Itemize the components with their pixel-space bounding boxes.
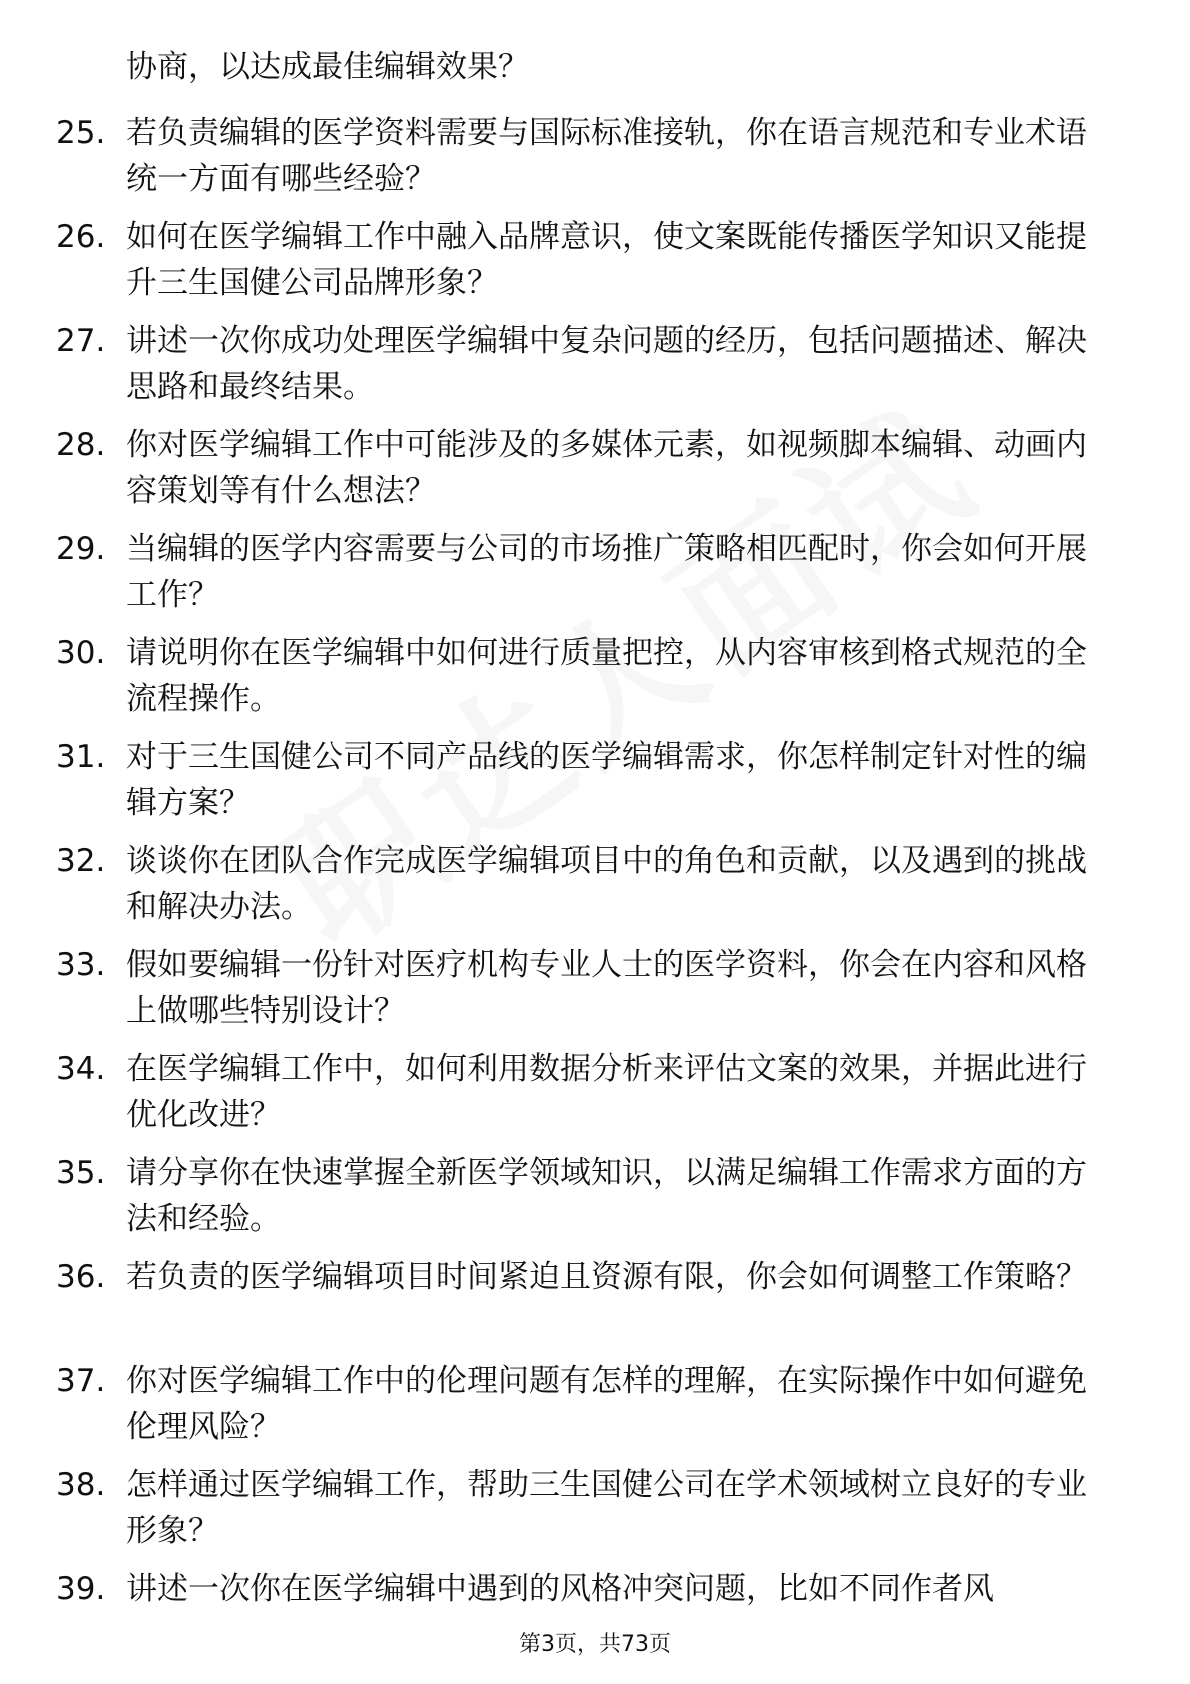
question-item <box>0 1462 1190 1566</box>
question-text: 请分享你在快速掌握全新医学领域知识，以满足编辑工作需求方面的方法和经验。 <box>126 1155 1087 1237</box>
question-number: 30. <box>56 635 106 671</box>
question-number: 29. <box>56 531 106 567</box>
question-number: 36. <box>56 1259 106 1295</box>
question-number: 26. <box>56 219 106 255</box>
question-text: 如何在医学编辑工作中融入品牌意识，使文案既能传播医学知识又能提升三生国健公司品牌形象？ <box>126 219 1087 301</box>
question-item <box>0 422 1190 526</box>
question-text: 对于三生国健公司不同产品线的医学编辑需求，你怎样制定针对性的编辑方案？ <box>126 739 1087 821</box>
question-text: 讲述一次你在医学编辑中遇到的风格冲突问题，比如不同作者风 <box>126 1571 994 1607</box>
question-item <box>0 838 1190 942</box>
question-text: 请说明你在医学编辑中如何进行质量把控，从内容审核到格式规范的全流程操作。 <box>126 635 1087 717</box>
question-number: 37. <box>56 1363 106 1399</box>
question-text: 你对医学编辑工作中可能涉及的多媒体元素，如视频脚本编辑、动画内容策划等有什么想法？ <box>126 427 1087 509</box>
question-item <box>0 318 1190 422</box>
question-number: 34. <box>56 1051 106 1087</box>
question-list <box>0 110 1190 1670</box>
question-number: 38. <box>56 1467 106 1503</box>
question-text: 若负责编辑的医学资料需要与国际标准接轨，你在语言规范和专业术语统一方面有哪些经验？ <box>126 115 1087 197</box>
question-number: 25. <box>56 115 106 151</box>
question-item <box>0 110 1190 214</box>
continued-question-text: 协商，以达成最佳编辑效果？ <box>126 49 529 85</box>
question-text: 在医学编辑工作中，如何利用数据分析来评估文案的效果，并据此进行优化改进？ <box>126 1051 1087 1133</box>
question-item <box>0 1046 1190 1150</box>
page-number-footer: 第3页，共73页 <box>519 1632 671 1657</box>
question-item <box>0 630 1190 734</box>
question-item <box>0 214 1190 318</box>
question-item <box>0 1150 1190 1254</box>
question-text: 怎样通过医学编辑工作，帮助三生国健公司在学术领域树立良好的专业形象？ <box>126 1467 1087 1549</box>
question-item <box>0 734 1190 838</box>
question-number: 35. <box>56 1155 106 1191</box>
question-item <box>0 1358 1190 1462</box>
question-text: 你对医学编辑工作中的伦理问题有怎样的理解，在实际操作中如何避免伦理风险？ <box>126 1363 1087 1445</box>
question-number: 27. <box>56 323 106 359</box>
question-number: 33. <box>56 947 106 983</box>
question-item <box>0 1254 1190 1358</box>
question-number: 32. <box>56 843 106 879</box>
question-text: 若负责的医学编辑项目时间紧迫且资源有限，你会如何调整工作策略？ <box>126 1259 1087 1295</box>
question-text: 谈谈你在团队合作完成医学编辑项目中的角色和贡献，以及遇到的挑战和解决办法。 <box>126 843 1087 925</box>
question-text: 当编辑的医学内容需要与公司的市场推广策略相匹配时，你会如何开展工作？ <box>126 531 1087 613</box>
question-number: 31. <box>56 739 106 775</box>
question-number: 28. <box>56 427 106 463</box>
question-item <box>0 942 1190 1046</box>
question-item <box>0 526 1190 630</box>
question-text: 假如要编辑一份针对医疗机构专业人士的医学资料，你会在内容和风格上做哪些特别设计？ <box>126 947 1087 1029</box>
question-text: 讲述一次你成功处理医学编辑中复杂问题的经历，包括问题描述、解决思路和最终结果。 <box>126 323 1087 405</box>
question-number: 39. <box>56 1571 106 1607</box>
